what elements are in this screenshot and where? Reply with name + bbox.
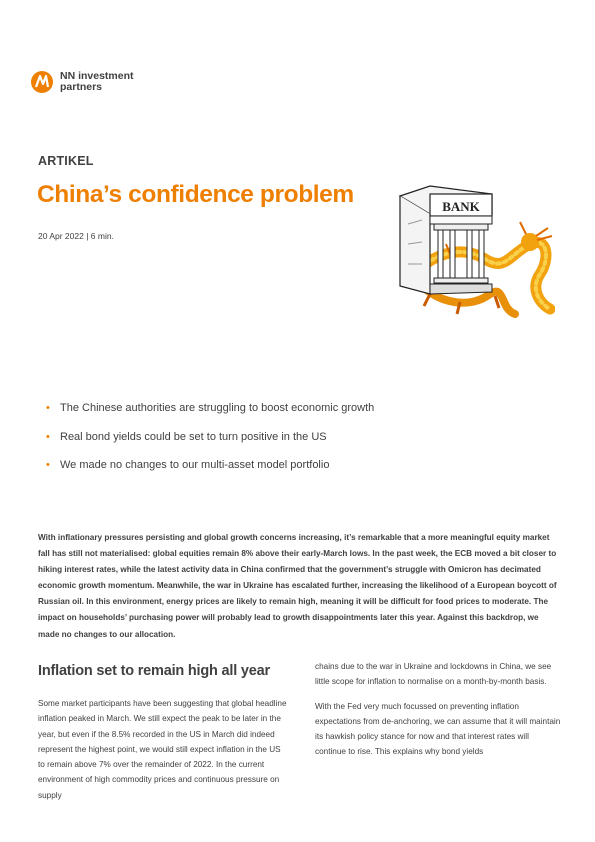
body-paragraph: chains due to the war in Ukraine and lockdowns in China, we see little scope for inflation to normalise on a month-by-month basis. bbox=[315, 662, 552, 687]
brand-name-line2: partners bbox=[60, 81, 103, 93]
article-meta: 20 Apr 2022 | 6 min. bbox=[38, 231, 114, 241]
bank-dragon-illustration bbox=[390, 184, 555, 334]
bank-building-icon bbox=[400, 186, 492, 294]
section-heading: Inflation set to remain high all year bbox=[38, 663, 270, 679]
intro-paragraph: With inflationary pressures persisting and global growth concerns increasing, it’s remarkable that a more meaningful equity market fall has still not materialised: global equities remain 8% above their early-March lows. In the past week, the ECB moved a bit closer to hiking interest rates, while the latest activity data in China confirmed that the government’s struggle with Omicron has decimated economic growth momentum. Meanwhile, the war in Ukraine has escalated further, increasing the likelihood of a European boycott of Russian oil. In this environment, energy prices are likely to remain high, meaning it will be difficult for food prices to moderate. The impact on households’ purchasing power will probably lead to growth disappointments later this year. Against this backdrop, we made no changes to our allocation. bbox=[38, 533, 557, 639]
bullet-dot: • bbox=[46, 402, 50, 414]
brand-name bbox=[60, 71, 134, 93]
article-kicker: ARTIKEL bbox=[38, 154, 94, 168]
bullet-text: We made no changes to our multi-asset model portfolio bbox=[60, 459, 330, 471]
list-item bbox=[46, 459, 466, 488]
brand-name-line1: NN investment bbox=[60, 70, 134, 82]
bank-sign-text: BANK bbox=[442, 199, 480, 214]
bullet-text: Real bond yields could be set to turn positive in the US bbox=[60, 430, 327, 443]
key-points-list bbox=[46, 402, 466, 488]
brand-logo bbox=[30, 70, 170, 100]
bullet-dot: • bbox=[46, 430, 50, 443]
bullet-text: The Chinese authorities are struggling to boost economic growth bbox=[60, 402, 375, 414]
list-item bbox=[46, 402, 466, 431]
right-column bbox=[315, 659, 561, 769]
article-title: China’s confidence problem bbox=[37, 181, 354, 208]
list-item bbox=[46, 431, 466, 460]
body-paragraph: With the Fed very much focussed on preventing inflation expectations from de-anchoring, we can assume that it will maintain its hawkish policy stance for now and that interest rates will continue to rise. This explains why bond yields bbox=[315, 701, 561, 757]
bullet-dot: • bbox=[46, 459, 50, 471]
body-paragraph: Some market participants have been suggesting that global headline inflation peaked in March. We still expect the peak to be later in the year, but even if the 8.5% recorded in the US in March did indeed represent the highest point, we would still expect inflation in the US to remain above 7% over the remainder of 2022. In the current environment of high commodity prices and continuous pressure on supply bbox=[38, 699, 287, 800]
nn-lion-icon bbox=[30, 70, 54, 94]
left-column bbox=[38, 696, 288, 812]
